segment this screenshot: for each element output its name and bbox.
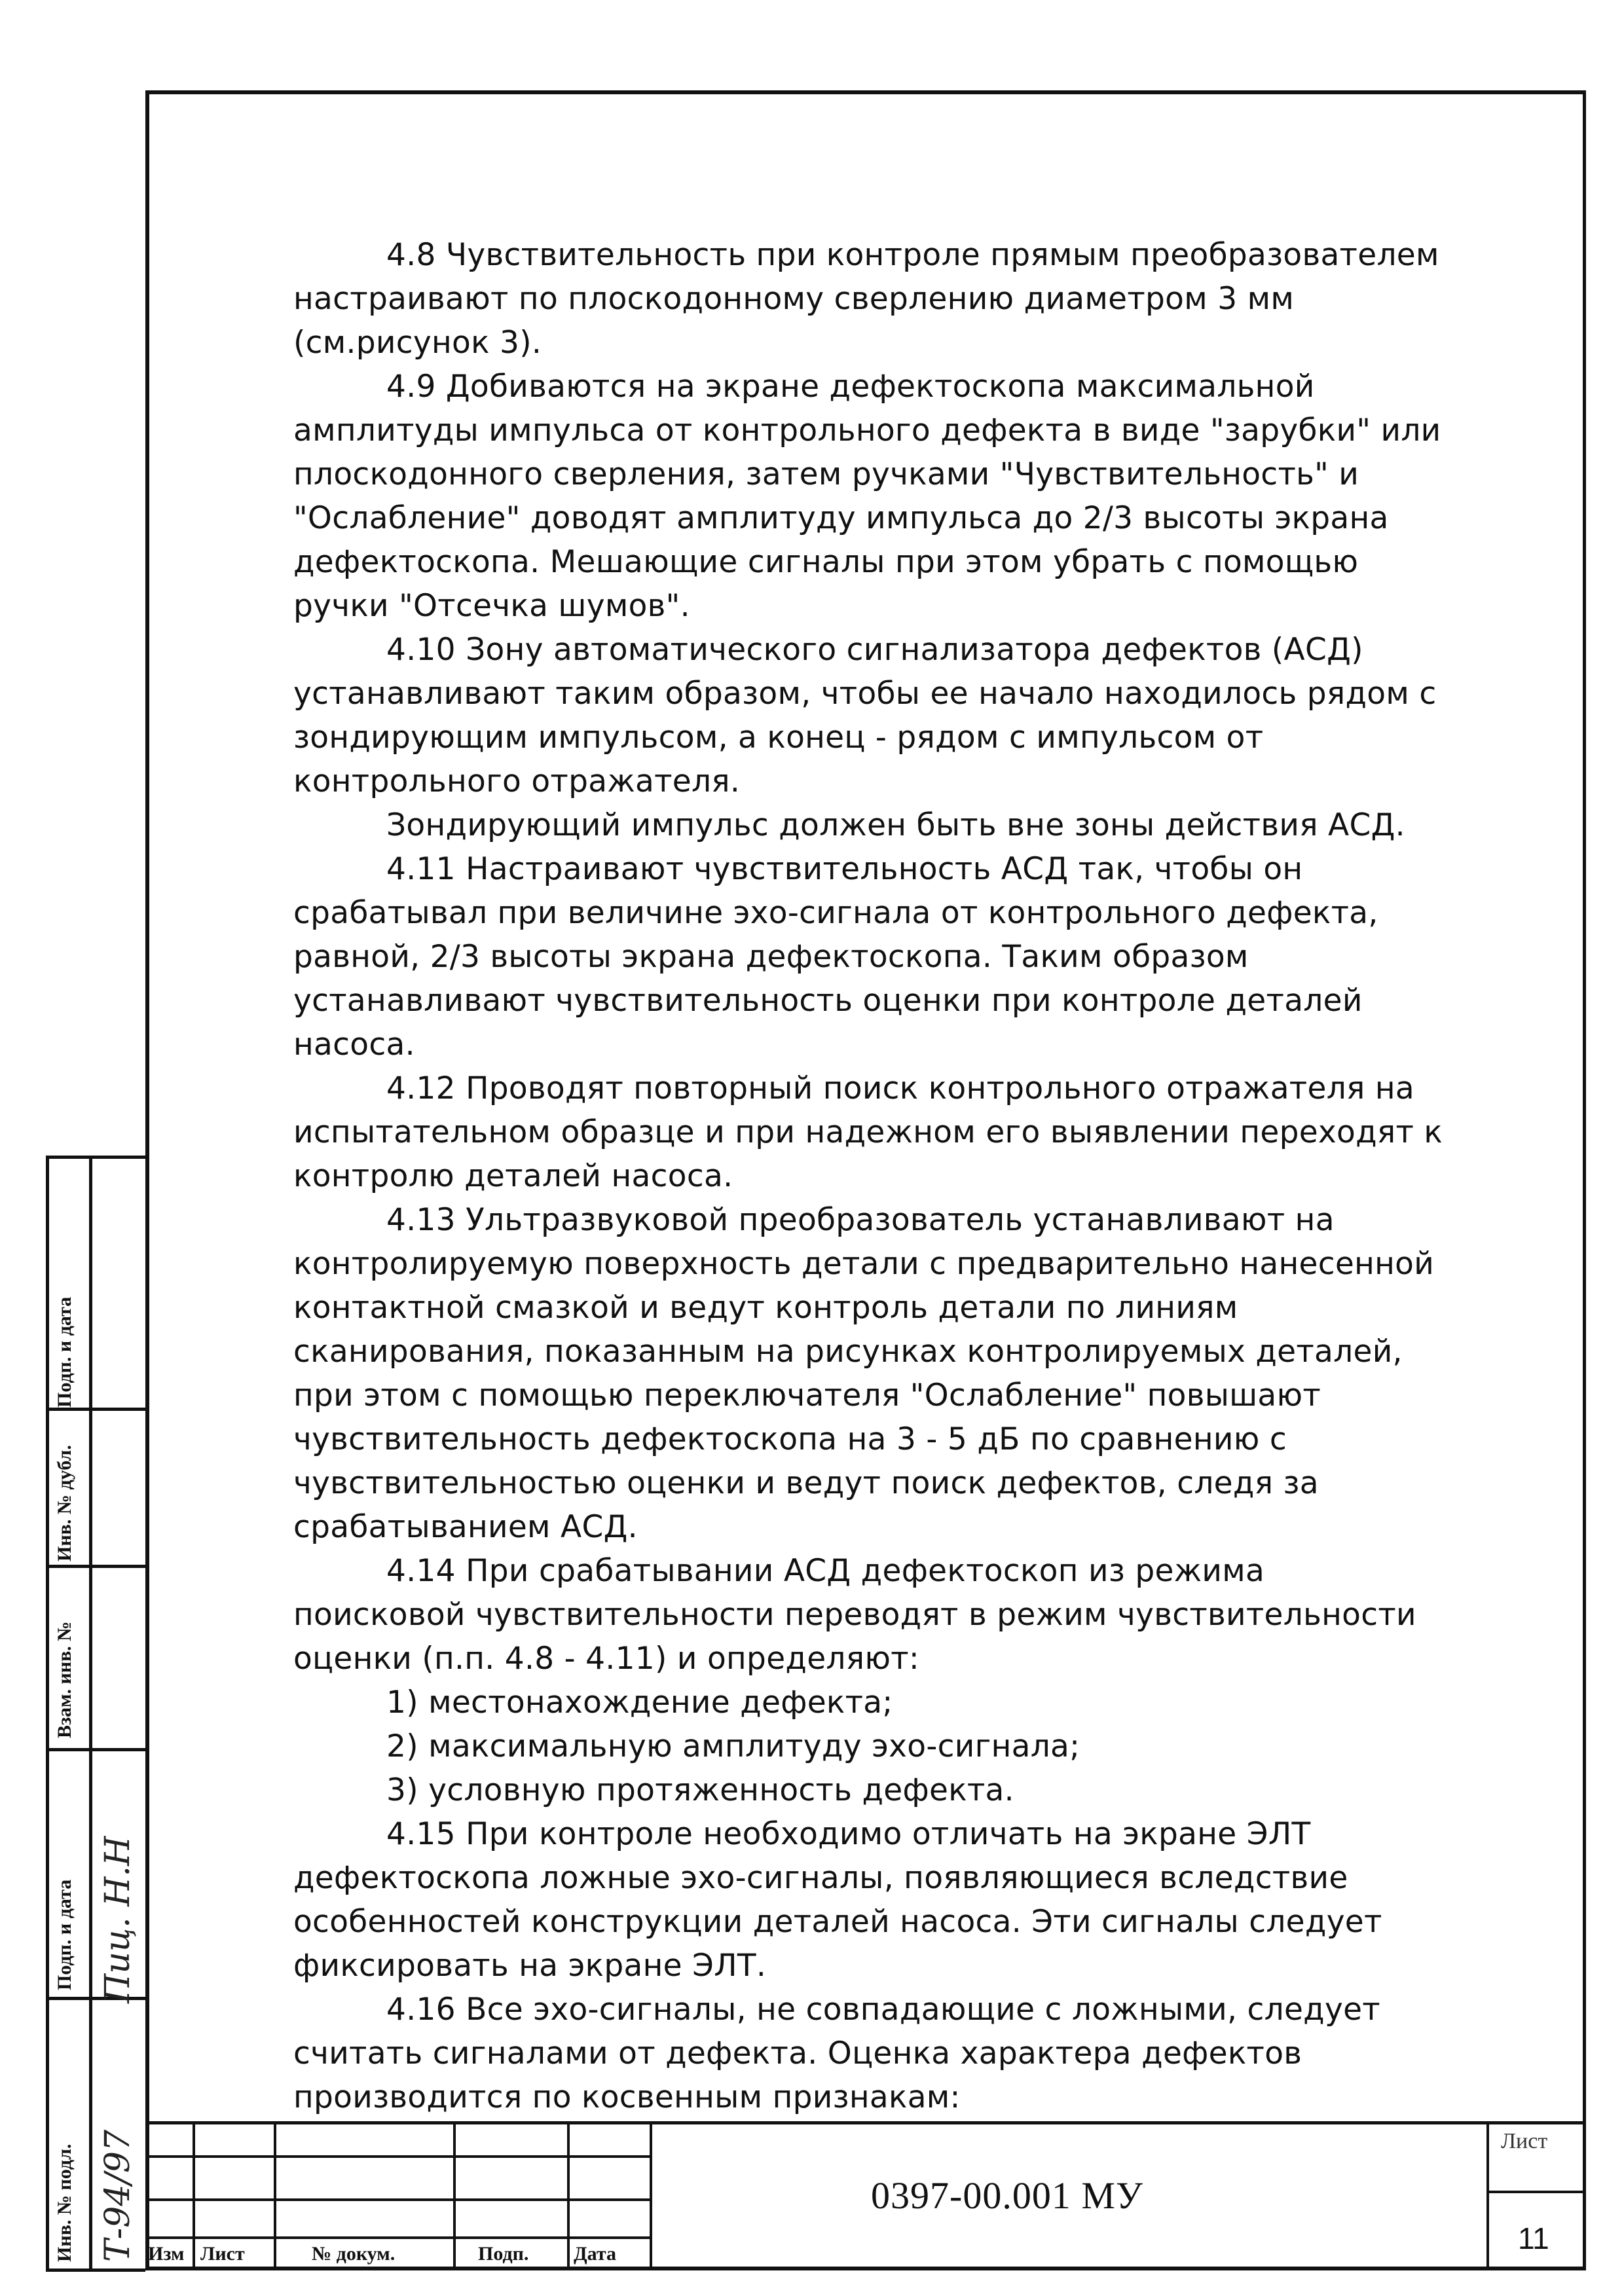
side-stamp-line	[46, 1408, 145, 1411]
header-list: Лист	[200, 2243, 245, 2265]
paragraph: 3) условную протяженность дефекта.	[386, 1772, 1014, 1808]
title-block-col-line	[274, 2121, 276, 2270]
title-block-top-line	[145, 2121, 1586, 2124]
sheet-box-divider	[1486, 2191, 1586, 2193]
header-izm: Изм	[148, 2243, 185, 2265]
header-date: Дата	[574, 2243, 616, 2265]
paragraph: 4.16 Все эхо-сигналы, не совпадающие с ложными, следует считать сигналами от дефекта. Оценка характера дефектов производится по косвенным признакам:	[293, 1992, 1380, 2115]
paragraph: 4.14 При срабатывании АСД дефектоскоп из режима поисковой чувствительности переводят в режим чувствительности оценки (п.п. 4.8 - 4.11) и определяют:	[293, 1553, 1416, 1677]
side-stamp-border	[46, 1156, 49, 2270]
label-replace-inv: Взам. инв. №	[54, 1621, 75, 1738]
handwritten-inv-number: Т-94/97	[98, 2129, 138, 2262]
sheet-label: Лист	[1501, 2129, 1548, 2153]
header-doc-no: № докум.	[312, 2243, 396, 2265]
title-block-row-line	[145, 2236, 650, 2239]
side-stamp-line	[46, 2269, 145, 2272]
title-block-row-line	[145, 2155, 650, 2158]
paragraph: 4.13 Ультразвуковой преобразователь устанавливают на контролируемую поверхность детали с предварительно нанесенной контактной смазкой и ведут контроль детали по линиям сканирования, показанным на рисунках контролируемых деталей, при этом с помощью переключателя "Ослабление" повышают чувствительность дефектоскопа на 3 - 5 дБ по сравнению с чувствительностью оценки и ведут поиск дефектов, следя за срабатыванием АСД.	[293, 1202, 1435, 1545]
paragraph: 4.8 Чувствительность при контроле прямым преобразователем настраивают по плоскодонному сверлению диаметром 3 мм (см.рисунок 3).	[293, 237, 1439, 361]
paragraph: 4.9 Добиваются на экране дефектоскопа максимальной амплитуды импульса от контрольного дефекта в виде "зарубки" или плоскодонного сверления, затем ручками "Чувствительность" и "Ослабление" доводят амплитуду импульса до 2/3 высоты экрана дефектоскопа. Мешающие сигналы при этом убрать с помощью ручки "Отсечка шумов".	[293, 369, 1441, 624]
label-inv-original: Инв. № подл.	[54, 2143, 75, 2262]
title-block	[145, 2121, 1586, 2270]
document-body	[293, 233, 1446, 2119]
header-sign: Подп.	[478, 2243, 529, 2265]
paragraph: Зондирующий импульс должен быть вне зоны действия АСД.	[386, 807, 1405, 843]
label-sign-date-1: Подп. и дата	[54, 1296, 75, 1408]
title-block-col-line	[650, 2121, 652, 2270]
paragraph: 4.12 Проводят повторный поиск контрольного отражателя на испытательном образце и при надежном его выявлении переходят к контролю деталей насоса.	[293, 1070, 1443, 1194]
label-sign-date-2: Подп. и дата	[54, 1879, 75, 1990]
title-block-col-line	[453, 2121, 456, 2270]
title-block-col-line	[567, 2121, 570, 2270]
side-stamp-line	[46, 1565, 145, 1568]
paragraph: 2) максимальную амплитуду эхо-сигнала;	[386, 1728, 1080, 1764]
side-stamp-line	[46, 1748, 145, 1751]
side-stamp-divider	[89, 1156, 92, 2270]
title-block-col-line	[193, 2121, 195, 2270]
paragraph: 4.11 Настраивают чувствительность АСД так, чтобы он срабатывал при величине эхо-сигнала от контрольного дефекта, равной, 2/3 высоты экрана дефектоскопа. Таким образом устанавливают чувствительность оценки при контроле деталей насоса.	[293, 851, 1378, 1063]
label-inv-duplicate: Инв. № дубл.	[54, 1445, 75, 1561]
handwritten-signature: Пиц. Н.Н	[98, 1836, 138, 2003]
side-stamp-line	[46, 1156, 145, 1159]
title-block-row-line	[145, 2198, 650, 2201]
paragraph: 4.15 При контроле необходимо отличать на экране ЭЛТ дефектоскопа ложные эхо-сигналы, появляющиеся вследствие особенностей конструкции деталей насоса. Эти сигналы следует фиксировать на экране ЭЛТ.	[293, 1816, 1382, 1984]
paragraph: 1) местонахождение дефекта;	[386, 1685, 893, 1721]
paragraph: 4.10 Зону автоматического сигнализатора дефектов (АСД) устанавливают таким образом, чтобы ее начало находилось рядом с зондирующим импульсом, а конец - рядом с импульсом от контрольного отражателя.	[293, 632, 1437, 799]
document-number: 0397-00.001 МУ	[871, 2174, 1143, 2217]
sheet-number: 11	[1518, 2221, 1549, 2255]
